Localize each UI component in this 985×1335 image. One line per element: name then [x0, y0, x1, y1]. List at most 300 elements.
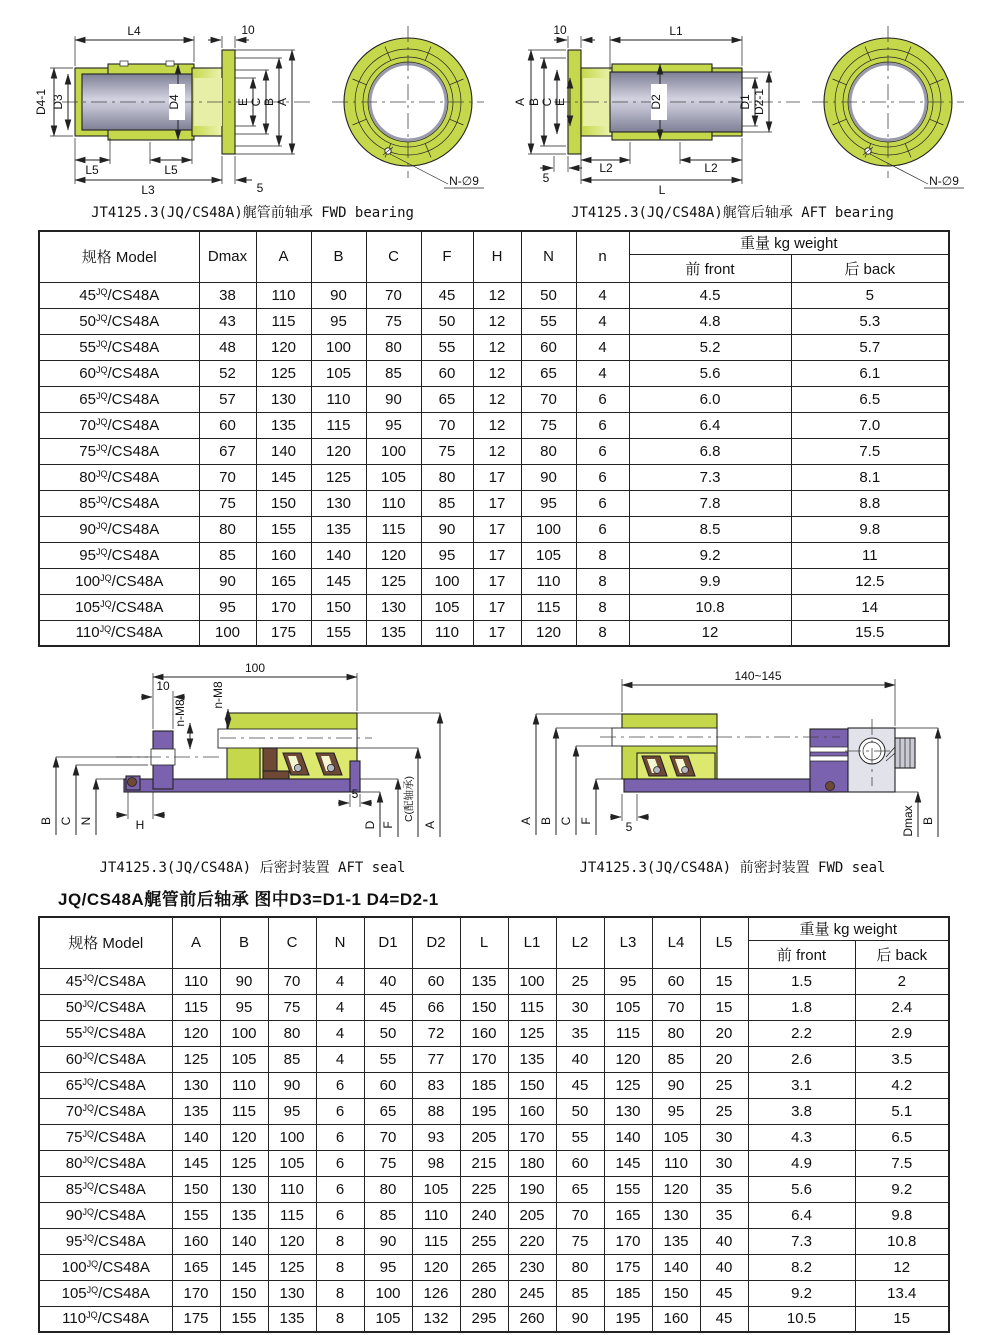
value-cell: 60: [412, 968, 460, 994]
table-row: [39, 308, 949, 334]
value-cell: 105: [604, 994, 652, 1020]
value-cell: 45: [556, 1072, 604, 1098]
table-row: [39, 438, 949, 464]
value-cell: 60: [364, 1072, 412, 1098]
value-cell: 115: [366, 516, 421, 542]
value-cell: 7.0: [791, 412, 949, 438]
value-cell: 90: [199, 568, 256, 594]
model-cell: $45^{JQ}/CS48A$: [39, 968, 172, 994]
value-cell: 80: [268, 1020, 316, 1046]
value-cell: 90: [268, 1072, 316, 1098]
model-cell: $95^{JQ}/CS48A$: [39, 542, 199, 568]
value-cell: 95: [366, 412, 421, 438]
value-cell: 155: [604, 1176, 652, 1202]
value-cell: 105: [652, 1124, 700, 1150]
value-cell: 120: [521, 620, 576, 646]
value-cell: 75: [521, 412, 576, 438]
value-cell: 40: [700, 1228, 748, 1254]
value-cell: 150: [652, 1280, 700, 1306]
col-header-a: A: [256, 231, 311, 282]
col-header-n-count: n: [576, 231, 629, 282]
model-cell: $90^{JQ}/CS48A$: [39, 1202, 172, 1228]
model-cell: $55^{JQ}/CS48A$: [39, 1020, 172, 1046]
value-cell: 155: [172, 1202, 220, 1228]
value-cell: 6: [316, 1098, 364, 1124]
value-cell: 130: [366, 594, 421, 620]
col-header-f: F: [421, 231, 473, 282]
value-cell: 5.3: [791, 308, 949, 334]
value-cell: 140: [652, 1254, 700, 1280]
value-cell: 4: [316, 1020, 364, 1046]
model-cell: $85^{JQ}/CS48A$: [39, 1176, 172, 1202]
aft-bearing-figure: [500, 14, 965, 222]
table-row: [39, 1254, 949, 1280]
value-cell: 110: [366, 490, 421, 516]
value-cell: 4: [316, 968, 364, 994]
value-cell: 60: [421, 360, 473, 386]
value-cell: 105: [521, 542, 576, 568]
value-cell: 6.5: [791, 386, 949, 412]
value-cell: 160: [256, 542, 311, 568]
value-cell: 120: [172, 1020, 220, 1046]
value-cell: 25: [556, 968, 604, 994]
table-row: [39, 1228, 949, 1254]
dim-f: F: [381, 821, 395, 829]
dim-a: A: [275, 97, 289, 107]
col-header-l5: L5: [700, 917, 748, 968]
col-header-dmax: Dmax: [199, 231, 256, 282]
model-cell: $65^{JQ}/CS48A$: [39, 1072, 172, 1098]
value-cell: 225: [460, 1176, 508, 1202]
table2-header: [39, 917, 949, 968]
value-cell: 120: [311, 438, 366, 464]
table-row: [39, 516, 949, 542]
value-cell: 6: [316, 1072, 364, 1098]
col-header-l4: L4: [652, 917, 700, 968]
table-row: [39, 282, 949, 308]
value-cell: 115: [604, 1020, 652, 1046]
col-header-l1: L1: [508, 917, 556, 968]
table-row: [39, 1306, 949, 1332]
value-cell: 95: [604, 968, 652, 994]
value-cell: 4: [576, 334, 629, 360]
table-row: [39, 412, 949, 438]
value-cell: 9.8: [855, 1202, 949, 1228]
fwd-bearing-section: [34, 23, 312, 196]
value-cell: 20: [700, 1020, 748, 1046]
dim-c: C: [540, 97, 554, 107]
value-cell: 150: [311, 594, 366, 620]
value-cell: 130: [268, 1280, 316, 1306]
value-cell: 165: [172, 1254, 220, 1280]
table-row: [39, 1176, 949, 1202]
dim-d1: D1: [738, 94, 752, 110]
value-cell: 25: [700, 1098, 748, 1124]
value-cell: 60: [199, 412, 256, 438]
dim-5: 5: [542, 171, 550, 185]
value-cell: 125: [256, 360, 311, 386]
aft-bearing-section: [513, 23, 800, 196]
fwd-seal-figure: [500, 661, 965, 877]
table-row: [39, 360, 949, 386]
value-cell: 65: [421, 386, 473, 412]
value-cell: 60: [556, 1150, 604, 1176]
dim-b: B: [527, 97, 541, 107]
value-cell: 75: [199, 490, 256, 516]
table-row: [39, 490, 949, 516]
value-cell: 100: [421, 568, 473, 594]
value-cell: 57: [199, 386, 256, 412]
table2-body: [39, 968, 949, 1332]
value-cell: 100: [364, 1280, 412, 1306]
value-cell: 35: [700, 1202, 748, 1228]
dim-d4: D4: [167, 94, 181, 110]
value-cell: 4.3: [748, 1124, 855, 1150]
col-header-front: 前 front: [629, 254, 791, 282]
value-cell: 110: [652, 1150, 700, 1176]
value-cell: 98: [412, 1150, 460, 1176]
value-cell: 150: [172, 1176, 220, 1202]
dim-e: E: [236, 97, 250, 107]
value-cell: 2: [855, 968, 949, 994]
value-cell: 160: [508, 1098, 556, 1124]
col-header-n: N: [316, 917, 364, 968]
value-cell: 135: [460, 968, 508, 994]
value-cell: 65: [521, 360, 576, 386]
col-header-l: L: [460, 917, 508, 968]
value-cell: 9.2: [629, 542, 791, 568]
value-cell: 5.7: [791, 334, 949, 360]
dim-d4-1: D4-1: [34, 88, 48, 116]
value-cell: 110: [268, 1176, 316, 1202]
value-cell: 160: [652, 1306, 700, 1332]
value-cell: 15: [700, 994, 748, 1020]
value-cell: 130: [311, 490, 366, 516]
value-cell: 55: [421, 334, 473, 360]
value-cell: 115: [521, 594, 576, 620]
value-cell: 8: [316, 1228, 364, 1254]
value-cell: 130: [256, 386, 311, 412]
dim-l5-left: L5: [85, 163, 99, 177]
value-cell: 150: [256, 490, 311, 516]
value-cell: 110: [172, 968, 220, 994]
value-cell: 67: [199, 438, 256, 464]
value-cell: 85: [556, 1280, 604, 1306]
value-cell: 195: [460, 1098, 508, 1124]
value-cell: 7.8: [629, 490, 791, 516]
value-cell: 88: [412, 1098, 460, 1124]
model-cell: $100^{JQ}/CS48A$: [39, 1254, 172, 1280]
value-cell: 205: [460, 1124, 508, 1150]
dim-5: 5: [256, 181, 264, 195]
value-cell: 140: [256, 438, 311, 464]
col-header-l2: L2: [556, 917, 604, 968]
value-cell: 175: [172, 1306, 220, 1332]
value-cell: 8.5: [629, 516, 791, 542]
dim-c: C: [59, 816, 73, 826]
model-cell: $60^{JQ}/CS48A$: [39, 360, 199, 386]
value-cell: 70: [652, 994, 700, 1020]
value-cell: 2.6: [748, 1046, 855, 1072]
value-cell: 120: [256, 334, 311, 360]
value-cell: 126: [412, 1280, 460, 1306]
value-cell: 70: [421, 412, 473, 438]
value-cell: 85: [366, 360, 421, 386]
value-cell: 4: [576, 308, 629, 334]
value-cell: 215: [460, 1150, 508, 1176]
value-cell: 95: [421, 542, 473, 568]
value-cell: 95: [311, 308, 366, 334]
value-cell: 38: [199, 282, 256, 308]
dim-d3: D3: [51, 94, 65, 110]
col-header-n: N: [521, 231, 576, 282]
value-cell: 140: [604, 1124, 652, 1150]
value-cell: 125: [172, 1046, 220, 1072]
value-cell: 3.5: [855, 1046, 949, 1072]
value-cell: 12.5: [791, 568, 949, 594]
aft-seal-caption: JT4125.3(JQ/CS48A) 后密封装置 AFT seal: [99, 860, 406, 876]
value-cell: 6: [576, 386, 629, 412]
aft-bearing-caption: JT4125.3(JQ/CS48A)艉管后轴承 AFT bearing: [571, 205, 894, 221]
value-cell: 17: [473, 464, 521, 490]
value-cell: 85: [199, 542, 256, 568]
value-cell: 90: [311, 282, 366, 308]
dim-flange-10: 10: [553, 23, 567, 37]
value-cell: 135: [268, 1306, 316, 1332]
value-cell: 9.9: [629, 568, 791, 594]
value-cell: 100: [508, 968, 556, 994]
value-cell: 105: [366, 464, 421, 490]
value-cell: 6: [316, 1124, 364, 1150]
value-cell: 100: [268, 1124, 316, 1150]
value-cell: 130: [652, 1202, 700, 1228]
value-cell: 90: [556, 1306, 604, 1332]
value-cell: 230: [508, 1254, 556, 1280]
col-header-d2: D2: [412, 917, 460, 968]
value-cell: 95: [652, 1098, 700, 1124]
col-header-front: 前 front: [748, 940, 855, 968]
value-cell: 115: [268, 1202, 316, 1228]
value-cell: 12: [473, 282, 521, 308]
value-cell: 6.5: [855, 1124, 949, 1150]
value-cell: 125: [508, 1020, 556, 1046]
value-cell: 80: [556, 1254, 604, 1280]
bearing-drawings-row: [20, 14, 965, 222]
table-row: [39, 594, 949, 620]
value-cell: 195: [604, 1306, 652, 1332]
value-cell: 110: [421, 620, 473, 646]
value-cell: 40: [364, 968, 412, 994]
fwd-bearing-caption: JT4125.3(JQ/CS48A)艉管前轴承 FWD bearing: [91, 205, 414, 221]
value-cell: 70: [364, 1124, 412, 1150]
value-cell: 50: [364, 1020, 412, 1046]
value-cell: 105: [364, 1306, 412, 1332]
value-cell: 4: [576, 360, 629, 386]
dim-b: B: [262, 97, 276, 107]
value-cell: 90: [220, 968, 268, 994]
aft-seal-figure: [20, 661, 485, 877]
value-cell: 145: [172, 1150, 220, 1176]
value-cell: 13.4: [855, 1280, 949, 1306]
value-cell: 100: [220, 1020, 268, 1046]
dim-l4: L4: [127, 24, 141, 38]
value-cell: 255: [460, 1228, 508, 1254]
col-header-b: B: [220, 917, 268, 968]
dim-5: 5: [625, 820, 633, 834]
value-cell: 75: [364, 1150, 412, 1176]
value-cell: 140: [172, 1124, 220, 1150]
model-cell: $80^{JQ}/CS48A$: [39, 1150, 172, 1176]
value-cell: 3.1: [748, 1072, 855, 1098]
col-header-weight: 重量 kg weight: [748, 917, 949, 940]
value-cell: 170: [508, 1124, 556, 1150]
dim-f: F: [579, 817, 593, 825]
value-cell: 280: [460, 1280, 508, 1306]
value-cell: 4.8: [629, 308, 791, 334]
dim-l5-right: L5: [164, 163, 178, 177]
table-row: [39, 1020, 949, 1046]
dim-n-holes: N-∅9: [449, 174, 479, 188]
value-cell: 110: [412, 1202, 460, 1228]
table-row: [39, 1098, 949, 1124]
value-cell: 5.1: [855, 1098, 949, 1124]
value-cell: 75: [556, 1228, 604, 1254]
dim-c: C: [249, 97, 263, 107]
value-cell: 3.8: [748, 1098, 855, 1124]
col-header-weight: 重量 kg weight: [629, 231, 949, 254]
value-cell: 90: [421, 516, 473, 542]
value-cell: 2.2: [748, 1020, 855, 1046]
model-cell: $90^{JQ}/CS48A$: [39, 516, 199, 542]
value-cell: 120: [220, 1124, 268, 1150]
value-cell: 12: [473, 334, 521, 360]
value-cell: 85: [421, 490, 473, 516]
model-cell: $45^{JQ}/CS48A$: [39, 282, 199, 308]
table-row: [39, 1046, 949, 1072]
value-cell: 185: [460, 1072, 508, 1098]
fwd-seal-section: [519, 669, 938, 837]
value-cell: 165: [604, 1202, 652, 1228]
col-header-c: C: [366, 231, 421, 282]
value-cell: 105: [412, 1176, 460, 1202]
dim-nm8-right: n-M8: [211, 681, 225, 709]
value-cell: 45: [421, 282, 473, 308]
value-cell: 6.8: [629, 438, 791, 464]
dim-l2-left: L2: [599, 161, 613, 175]
dim-a: A: [513, 97, 527, 107]
value-cell: 100: [366, 438, 421, 464]
col-header-c: C: [268, 917, 316, 968]
value-cell: 135: [652, 1228, 700, 1254]
value-cell: 65: [364, 1098, 412, 1124]
value-cell: 95: [364, 1254, 412, 1280]
value-cell: 110: [521, 568, 576, 594]
model-cell: $75^{JQ}/CS48A$: [39, 438, 199, 464]
value-cell: 85: [268, 1046, 316, 1072]
value-cell: 220: [508, 1228, 556, 1254]
value-cell: 70: [268, 968, 316, 994]
value-cell: 8: [316, 1280, 364, 1306]
value-cell: 260: [508, 1306, 556, 1332]
table-row: [39, 386, 949, 412]
dim-b: B: [39, 816, 53, 826]
value-cell: 4: [316, 1046, 364, 1072]
value-cell: 135: [172, 1098, 220, 1124]
dim-l2-right: L2: [704, 161, 718, 175]
value-cell: 70: [521, 386, 576, 412]
model-cell: $110^{JQ}/CS48A$: [39, 1306, 172, 1332]
value-cell: 140: [311, 542, 366, 568]
value-cell: 30: [700, 1124, 748, 1150]
value-cell: 115: [172, 994, 220, 1020]
value-cell: 90: [652, 1072, 700, 1098]
value-cell: 50: [421, 308, 473, 334]
value-cell: 75: [366, 308, 421, 334]
value-cell: 140: [220, 1228, 268, 1254]
model-cell: $95^{JQ}/CS48A$: [39, 1228, 172, 1254]
value-cell: 150: [220, 1280, 268, 1306]
value-cell: 40: [700, 1254, 748, 1280]
value-cell: 12: [629, 620, 791, 646]
seal-drawings-row: [20, 661, 965, 877]
value-cell: 115: [311, 412, 366, 438]
value-cell: 70: [366, 282, 421, 308]
model-cell: $100^{JQ}/CS48A$: [39, 568, 199, 594]
table-row: [39, 542, 949, 568]
value-cell: 6: [576, 438, 629, 464]
table-row: [39, 1202, 949, 1228]
value-cell: 80: [199, 516, 256, 542]
value-cell: 100: [199, 620, 256, 646]
value-cell: 115: [256, 308, 311, 334]
value-cell: 10.8: [629, 594, 791, 620]
value-cell: 132: [412, 1306, 460, 1332]
value-cell: 155: [256, 516, 311, 542]
value-cell: 7.5: [791, 438, 949, 464]
fwd-seal-caption: JT4125.3(JQ/CS48A) 前密封装置 FWD seal: [579, 860, 886, 876]
value-cell: 6: [316, 1150, 364, 1176]
value-cell: 17: [473, 542, 521, 568]
value-cell: 75: [421, 438, 473, 464]
dim-d: D: [363, 820, 377, 830]
value-cell: 110: [256, 282, 311, 308]
value-cell: 145: [220, 1254, 268, 1280]
value-cell: 4.5: [629, 282, 791, 308]
value-cell: 170: [604, 1228, 652, 1254]
dim-c-fit: C(配轴承): [403, 775, 415, 823]
value-cell: 60: [521, 334, 576, 360]
value-cell: 110: [311, 386, 366, 412]
table1-header: [39, 231, 949, 282]
value-cell: 90: [366, 386, 421, 412]
value-cell: 130: [220, 1176, 268, 1202]
value-cell: 100: [311, 334, 366, 360]
table-row: [39, 568, 949, 594]
model-cell: $85^{JQ}/CS48A$: [39, 490, 199, 516]
value-cell: 17: [473, 568, 521, 594]
value-cell: 5.2: [629, 334, 791, 360]
value-cell: 45: [364, 994, 412, 1020]
dim-dmax: Dmax: [901, 805, 915, 837]
value-cell: 93: [412, 1124, 460, 1150]
value-cell: 160: [172, 1228, 220, 1254]
value-cell: 15.5: [791, 620, 949, 646]
value-cell: 80: [521, 438, 576, 464]
value-cell: 11: [791, 542, 949, 568]
value-cell: 95: [521, 490, 576, 516]
value-cell: 1.8: [748, 994, 855, 1020]
value-cell: 135: [256, 412, 311, 438]
